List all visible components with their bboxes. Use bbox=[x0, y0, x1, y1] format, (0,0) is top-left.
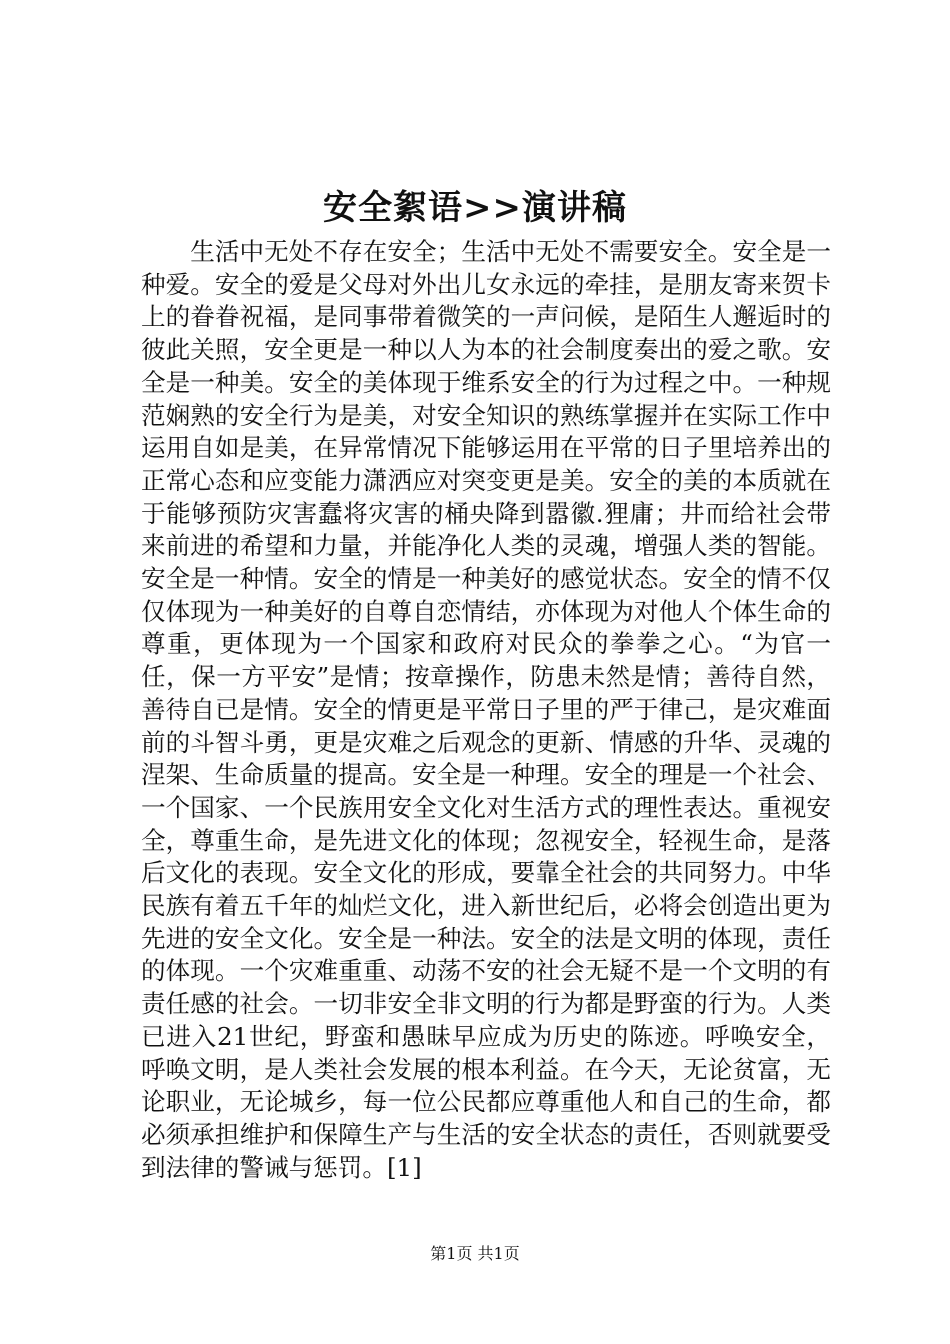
page-footer: 第1页 共1页 bbox=[430, 1244, 520, 1263]
document-body: 生活中无处不存在安全；生活中无处不需要安全。安全是一种爱。安全的爱是父母对外出儿女永远的牵挂，是朋友寄来贺卡上的眷眷祝福，是同事带着微笑的一声问候，是陌生人邂逅时的彼此关照，安全更是一种以人为本的社会制度奏出的爱之歌。安全是一种美。安全的美体现于维系安全的行为过程之中。一种规范娴熟的安全行为是美，对安全知识的熟练掌握并在实际工作中运用自如是美，在异常情况下能够运用在平常的日子里培养出的正常心态和应变能力潇洒应对突变更是美。安全的美的本质就在于能够预防灾害蠢将灾害的桶央降到嚣徽.狸庸；井而给社会带来前进的希望和力量，并能净化人类的灵魂，增强人类的智能。安全是一种情。安全的情是一种美好的感觉状态。安全的情不仅仅体现为一种美好的自尊自恋情结，亦体现为对他人个体生命的尊重，更体现为一个国家和政府对民众的拳拳之心。“为官一任，保一方平安”是情；按章操作，防患未然是情；善待自然，善待自已是情。安全的情更是平常日子里的严于律己，是灾难面前的斗智斗勇，更是灾难之后观念的更新、情感的升华、灵魂的涅架、生命质量的提高。安全是一种理。安全的理是一个社会、一个国家、一个民族用安全文化对生活方式的理性表达。重视安全，尊重生命，是先进文化的体现；忽视安全，轻视生命，是落后文化的表现。安全文化的形成，要靠全社会的共同努力。中华民族有着五千年的灿烂文化，进入新世纪后，必将会创造出更为先进的安全文化。安全是一种法。安全的法是文明的体现，责任的体现。一个灾难重重、动荡不安的社会无疑不是一个文明的有责任感的社会。一切非安全非文明的行为都是野蛮的行为。人类已进入21世纪，野蛮和愚昧早应成为历史的陈迹。呼唤安全，呼唤文明，是人类社会发展的根本利益。在今天，无论贫富，无论职业，无论城乡，每一位公民都应尊重他人和自己的生命，都必须承担维护和保障生产与生活的安全状态的责任，否则就要受到法律的警诫与惩罚。[1] bbox=[141, 237, 831, 1182]
document-title: 安全絮语>>演讲稿 bbox=[323, 188, 627, 228]
